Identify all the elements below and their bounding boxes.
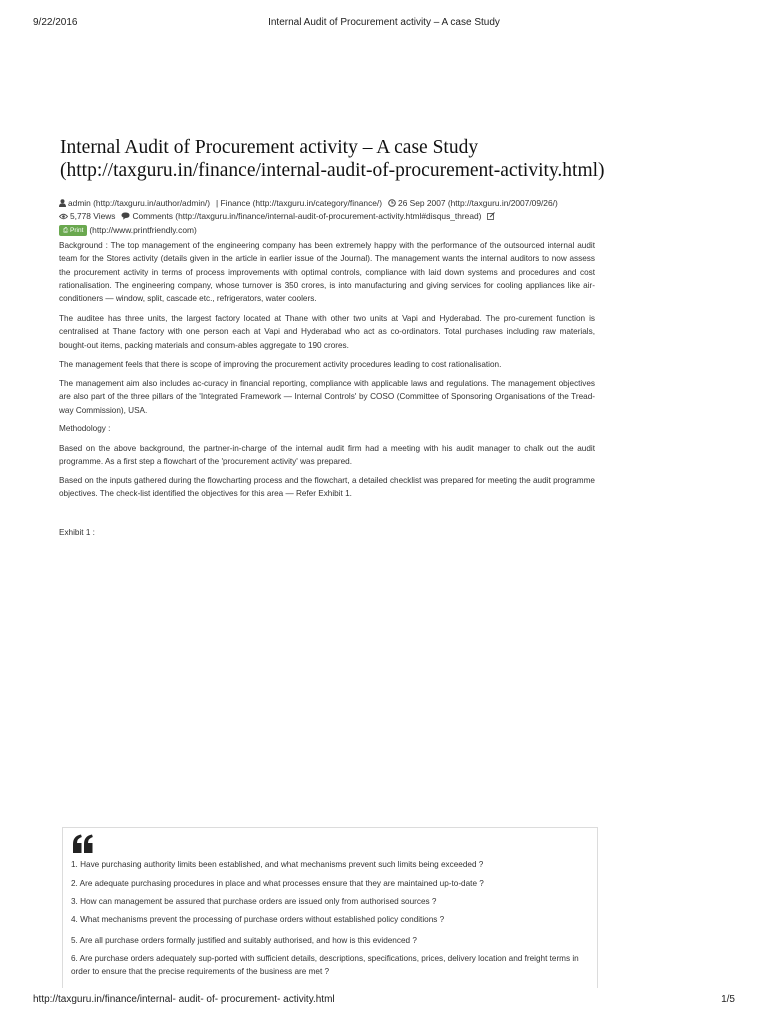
exhibit-blockquote [62, 827, 598, 988]
view-count: 5,778 Views [70, 211, 116, 221]
paragraph-scope: The management feels that there is scope of improving the procurement activity procedures leading to cost rationalisation. [59, 360, 502, 369]
print-footer [33, 994, 735, 1008]
meta-line-views [59, 210, 659, 223]
clock-icon [388, 198, 396, 210]
paragraph-checklist: Based on the inputs gathered during the flowcharting process and the flowchart, a detailed checklist was prepared for meeting the audit programme objectives. The check-list identified the objectives for this area — Refer Exhibit 1. [59, 476, 595, 499]
exhibit-label: Exhibit 1 : [59, 528, 95, 537]
meta-line-print [59, 224, 659, 236]
exhibit-question: 2. Are adequate purchasing procedures in place and what processes ensure that they are maintained up-to-date ? [71, 879, 484, 888]
exhibit-question: 6. Are purchase orders adequately sup-ported with sufficient details, descriptions, specifications, prices, delivery location and freight terms in order to ensure that the precise requirements of the business are met ? [71, 954, 579, 977]
category-link[interactable]: | Finance (http://taxguru.in/category/finance/) [215, 198, 383, 208]
exhibit-question: 4. What mechanisms prevent the processing of purchase orders without established policy conditions ? [71, 915, 445, 924]
exhibit-question: 1. Have purchasing authority limits been established, and what mechanisms prevent such limits being exceeded ? [71, 860, 484, 869]
page-number: 1/5 [721, 994, 735, 1005]
printer-icon: ⎙ [63, 227, 69, 235]
exhibit-question: 3. How can management be assured that purchase orders are issued only from authorised sources ? [71, 897, 437, 906]
print-page-title: Internal Audit of Procurement activity – A case Study [268, 17, 500, 28]
article-title-url[interactable]: (http://taxguru.in/finance/internal-audit-of-procurement-activity.html) [60, 160, 605, 181]
comments-link[interactable]: Comments (http://taxguru.in/finance/internal-audit-of-procurement-activity.html#disqus_thread) [132, 211, 482, 221]
date-link[interactable]: 26 Sep 2007 (http://taxguru.in/2007/09/26/) [398, 198, 558, 208]
exhibit-question: 5. Are all purchase orders formally justified and suitably authorised, and how is this evidenced ? [71, 936, 417, 945]
paragraph-units: The auditee has three units, the largest factory located at Thane with other two units at Vapi and Hyderabad. The pro-curement function is centralised at Thane factory with one person each at Vapi and Hyderabad who act as co-ordinators. Total purchases including raw materials, bought-out items, packing materials and consum-ables aggregate to 190 crores. [59, 314, 595, 350]
meta-line-author [59, 197, 659, 210]
heading-methodology: Methodology : [59, 424, 111, 433]
print-button[interactable] [59, 225, 87, 236]
article-title[interactable] [60, 136, 660, 182]
quote-icon [72, 834, 94, 859]
comment-icon [121, 211, 130, 223]
article-title-text: Internal Audit of Procurement activity – A case Study [60, 137, 479, 158]
eye-icon [59, 211, 68, 223]
footer-url: http://taxguru.in/finance/internal- audit- of- procurement- activity.html [33, 994, 335, 1005]
paragraph-background: Background : The top management of the engineering company has been extremely happy with the performance of the outsourced internal audit team for the Stores activity (details given in the article in earlier issue of the Journal). The management wants the internal auditors to now assess the procurement activity in terms of process improvements with optimal controls, compliance with laid down systems and procedures and cost rationalisation. The engineering company, whose turnover is 350 crores, is into manufacturing and giving services for cooling appliances like air-conditioners — window, split, cascade etc., refrigerators, water coolers. [59, 241, 595, 304]
edit-icon[interactable] [487, 211, 495, 223]
print-date: 9/22/2016 [33, 17, 78, 28]
paragraph-aim: The management aim also includes ac-curacy in financial reporting, compliance with applicable laws and regulations. The management objectives are also part of the three pillars of the 'Integrated Framework — Internal Controls' by COSO (Committee of Sponsoring Organisations of the Tread-way Commission), USA. [59, 379, 595, 415]
print-header [33, 17, 735, 31]
print-button-label: Print [70, 227, 84, 235]
paragraph-methodology: Based on the above background, the partner-in-charge of the internal audit firm had a meeting with his audit manager to chalk out the audit programme. As a first step a flowchart of the 'procurement activity' was prepared. [59, 444, 595, 467]
author-link[interactable]: admin (http://taxguru.in/author/admin/) [68, 198, 210, 208]
user-icon [59, 198, 66, 210]
printfriendly-link[interactable]: (http://www.printfriendly.com) [89, 225, 197, 235]
